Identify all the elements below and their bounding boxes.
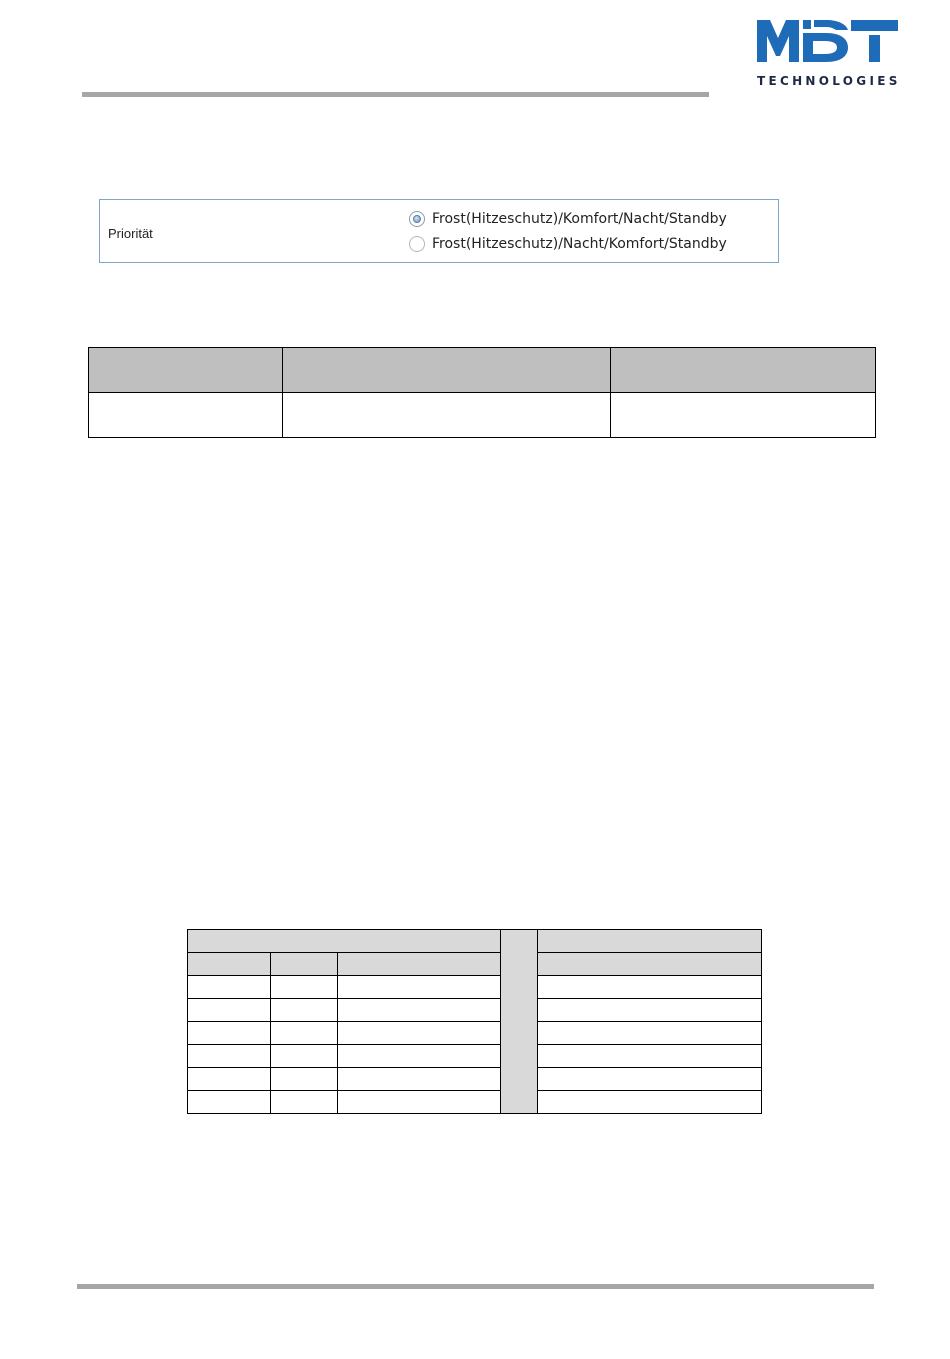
- table-row: [188, 1045, 762, 1068]
- table-row: [188, 999, 762, 1022]
- table-row: [188, 1091, 762, 1114]
- object-table-row: [89, 393, 876, 438]
- priority-table-subheader-row: [188, 953, 762, 976]
- table-subheader-cell: [271, 953, 338, 976]
- logo-subtitle: TECHNOLOGIES: [757, 74, 901, 88]
- priority-parameter-box: [99, 199, 779, 263]
- table-row: [188, 1022, 762, 1045]
- object-table: [88, 347, 876, 438]
- table-header-cell: [89, 348, 283, 393]
- mdt-logo: [756, 16, 901, 90]
- object-table-header-row: [89, 348, 876, 393]
- table-cell: [89, 393, 283, 438]
- table-subheader-cell: [338, 953, 501, 976]
- table-row: [188, 976, 762, 999]
- radio-selected-icon[interactable]: [409, 211, 425, 227]
- priority-table: [187, 929, 762, 1114]
- footer-rule: [77, 1284, 874, 1289]
- table-header-cell: [538, 930, 762, 953]
- table-cell: [283, 393, 611, 438]
- table-subheader-cell: [188, 953, 271, 976]
- priority-option-1-label: Frost(Hitzeschutz)/Komfort/Nacht/Standby: [432, 211, 727, 227]
- mdt-logo-mark: [756, 16, 901, 72]
- table-subheader-cell: [538, 953, 762, 976]
- table-cell: [611, 393, 876, 438]
- priority-table-header-row: [188, 930, 762, 953]
- priority-option-1[interactable]: [409, 211, 727, 227]
- table-header-cell: [283, 348, 611, 393]
- table-header-cell: [611, 348, 876, 393]
- table-separator-column: [501, 930, 538, 1114]
- header-rule: [82, 92, 709, 97]
- table-header-cell: [188, 930, 501, 953]
- priority-option-2[interactable]: [409, 236, 727, 252]
- radio-unselected-icon[interactable]: [409, 236, 425, 252]
- priority-option-2-label: Frost(Hitzeschutz)/Nacht/Komfort/Standby: [432, 236, 727, 252]
- table-row: [188, 1068, 762, 1091]
- priority-label: Priorität: [108, 226, 153, 241]
